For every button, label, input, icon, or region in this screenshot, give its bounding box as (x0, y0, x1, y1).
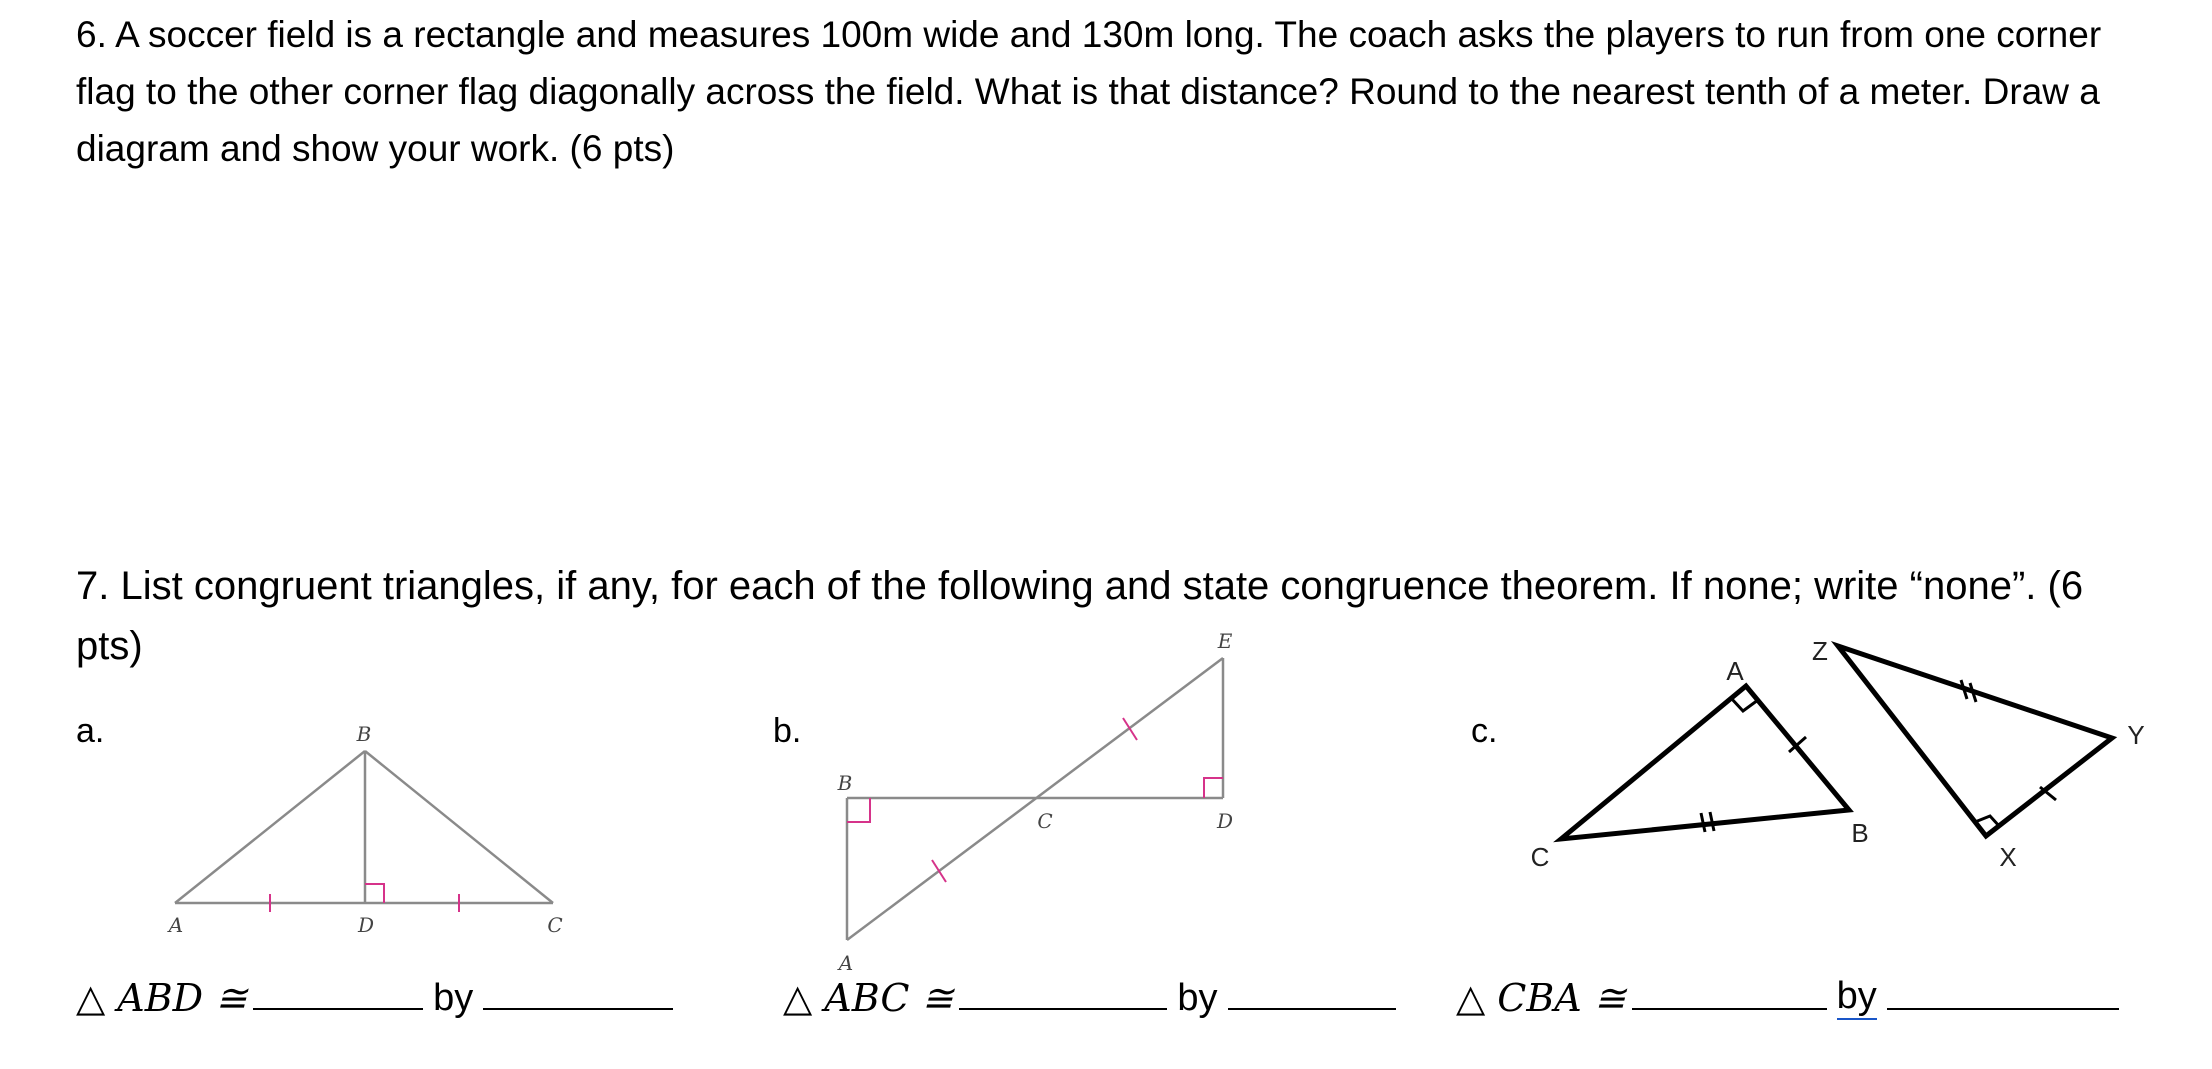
part-b-label: b. (773, 712, 802, 750)
by-label-c: by (1837, 975, 1877, 1020)
part-c-label: c. (1471, 712, 1498, 750)
vertex-label-d: D (1216, 809, 1234, 833)
part-a-label: a. (76, 712, 105, 750)
vertex-label-d: D (357, 913, 375, 937)
congruence-statement-b: △ ABC ≅ (783, 976, 954, 1020)
vertex-label-z: Z (1812, 636, 1828, 666)
by-label-a: by (433, 977, 474, 1019)
answer-line-b (783, 960, 1402, 1020)
vertex-label-c: C (1530, 842, 1550, 872)
vertex-label-c: C (1037, 809, 1053, 833)
question-7-text: 7. List congruent triangles, if any, for each of the following and state congruence theorem. If none; write “none”. (6 pts) (76, 564, 2084, 668)
vertex-label-y: Y (2127, 720, 2145, 750)
question-6-text: 6. A soccer field is a rectangle and measures 100m wide and 130m long. The coach asks the players to run from one corner flag to the other corner flag diagonally across the field. What is that distance? Round to the nearest tenth of a meter. Draw a diagram and show your work. (6 pts) (76, 14, 2102, 169)
answer-blank-a-theorem[interactable] (483, 1006, 673, 1010)
vertex-label-b: B (356, 722, 372, 746)
answer-line-a (76, 960, 679, 1020)
answer-blank-a-triangle[interactable] (253, 1006, 423, 1010)
by-label-b: by (1177, 977, 1218, 1019)
triangle-cba (1561, 686, 1849, 839)
vertex-label-a: A (1726, 656, 1744, 686)
right-angle-mark-a (1731, 698, 1758, 711)
double-tick-cb-2 (1710, 812, 1714, 831)
answer-blank-c-triangle[interactable] (1632, 1006, 1827, 1010)
vertex-label-b: B (837, 771, 853, 795)
vertex-label-b: B (1851, 818, 1869, 848)
vertex-label-c: C (547, 913, 563, 937)
triangle-zyx (1838, 646, 2112, 836)
answer-blank-b-theorem[interactable] (1228, 1006, 1396, 1010)
vertex-label-a: A (838, 951, 854, 975)
vertex-label-a: A (168, 913, 184, 937)
answer-blank-b-triangle[interactable] (959, 1006, 1167, 1010)
congruence-statement-c: △ CBA ≅ (1456, 976, 1626, 1020)
vertex-label-x: X (1999, 842, 2017, 872)
answer-blank-c-theorem[interactable] (1887, 1006, 2119, 1010)
congruence-statement-a: △ ABD ≅ (76, 976, 248, 1020)
answer-line-c (1456, 960, 2125, 1020)
vertex-label-e: E (1217, 629, 1233, 653)
double-tick-cb-1 (1701, 813, 1705, 832)
